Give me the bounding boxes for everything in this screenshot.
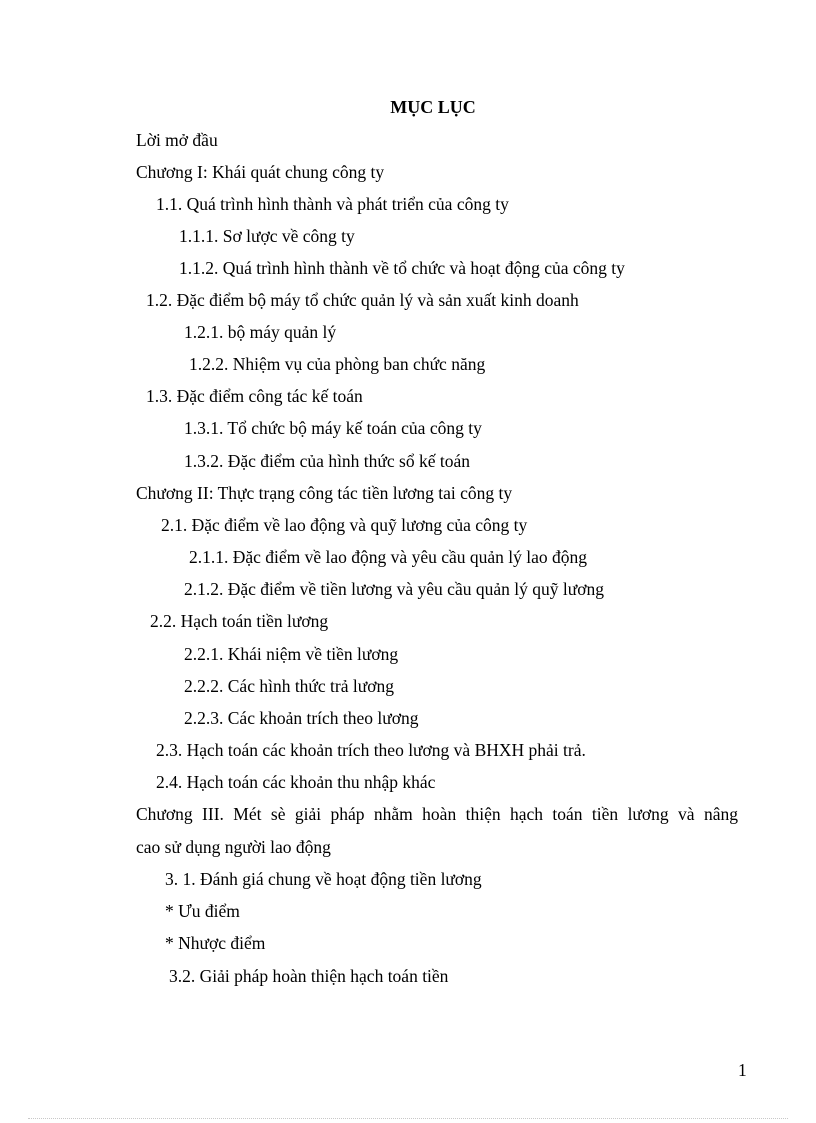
toc-entry-2-1-1: 2.1.1. Đặc điểm về lao động và yêu cầu quản lý lao động [189, 547, 588, 567]
toc-entry-chapter-3-continued: cao sử dụng người lao động [136, 837, 331, 857]
toc-entry-2-2-3: 2.2.3. Các khoản trích theo lương [184, 708, 419, 728]
toc-entry-2-4: 2.4. Hạch toán các khoản thu nhập khác [156, 772, 436, 792]
toc-entry-1-2-1: 1.2.1. bộ máy quản lý [184, 322, 337, 342]
toc-entry-1-1-2: 1.1.2. Quá trình hình thành về tổ chức và hoạt động của công ty [179, 258, 625, 278]
toc-entry-2-1: 2.1. Đặc điểm về lao động và quỹ lương của công ty [161, 515, 528, 535]
toc-entry-1-2: 1.2. Đặc điểm bộ máy tổ chức quản lý và sản xuất kinh doanh [146, 290, 579, 310]
toc-entry-chapter-1: Chương I: Khái quát chung công ty [136, 162, 385, 182]
toc-entry-1-3-1: 1.3.1. Tổ chức bộ máy kế toán của công ty [184, 418, 482, 438]
toc-entry-1-1: 1.1. Quá trình hình thành và phát triển của công ty [156, 194, 509, 214]
page-number: 1 [738, 1060, 747, 1080]
toc-entry-disadvantages: * Nhược điểm [165, 933, 266, 953]
page-bottom-border [28, 1118, 788, 1119]
toc-entry-chapter-3: Chương III. Mét sè giải pháp nhằm hoàn thiện hạch toán tiền lương và nâng [136, 804, 738, 824]
toc-entry-chapter-2: Chương II: Thực trạng công tác tiền lương tai công ty [136, 483, 513, 503]
toc-entry-3-1: 3. 1. Đánh giá chung về hoạt động tiền lương [165, 869, 482, 889]
toc-entry-advantages: * Ưu điểm [165, 901, 240, 921]
toc-entry-2-1-2: 2.1.2. Đặc điểm về tiền lương và yêu cầu quản lý quỹ lương [184, 579, 604, 599]
toc-entry-1-1-1: 1.1.1. Sơ lược về công ty [179, 226, 355, 246]
toc-entry-2-2: 2.2. Hạch toán tiền lương [150, 611, 329, 631]
toc-entry-3-2: 3.2. Giải pháp hoàn thiện hạch toán tiền [169, 966, 449, 986]
toc-entry-1-3: 1.3. Đặc điểm công tác kế toán [146, 386, 363, 406]
toc-entry-preface: Lời mở đầu [136, 130, 218, 150]
toc-title: MỤC LỤC [390, 97, 476, 117]
toc-entry-2-3: 2.3. Hạch toán các khoản trích theo lương và BHXH phải trả. [156, 740, 586, 760]
toc-entry-2-2-1: 2.2.1. Khái niệm về tiền lương [184, 644, 399, 664]
toc-entry-2-2-2: 2.2.2. Các hình thức trả lương [184, 676, 394, 696]
toc-entry-1-3-2: 1.3.2. Đặc điểm của hình thức sổ kế toán [184, 451, 471, 471]
toc-entry-1-2-2: 1.2.2. Nhiệm vụ của phòng ban chức năng [189, 354, 486, 374]
